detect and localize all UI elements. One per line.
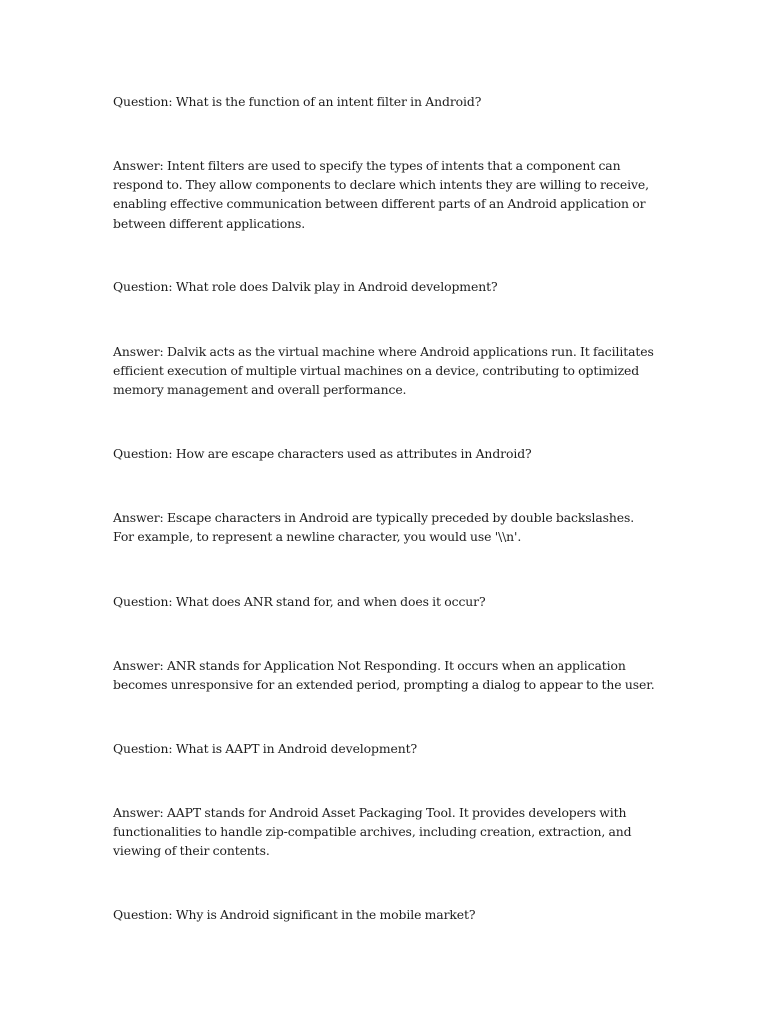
answer-aapt: Answer: AAPT stands for Android Asset Packaging Tool. It provides developers with functionalities to handle zip-compatible archives, including creation, extraction, and viewing of their contents.: [113, 805, 632, 859]
question-anr: Question: What does ANR stand for, and when does it occur?: [113, 594, 486, 609]
question-dalvik: Question: What role does Dalvik play in Android development?: [113, 279, 498, 294]
answer-anr: Answer: ANR stands for Application Not Responding. It occurs when an application becomes unresponsive for an extended period, prompting a dialog to appear to the user.: [113, 658, 655, 693]
question-aapt: Question: What is AAPT in Android development?: [113, 741, 418, 756]
answer-intent-filter: Answer: Intent filters are used to specify the types of intents that a component can respond to. They allow components to declare which intents they are willing to receive, enabling effective communication between different parts of an Android application or between different applications.: [113, 158, 650, 231]
question-android-significance: Question: Why is Android significant in the mobile market?: [113, 907, 476, 922]
answer-dalvik: Answer: Dalvik acts as the virtual machine where Android applications run. It facilitates efficient execution of multiple virtual machines on a device, contributing to optimized memory management and overall performance.: [113, 344, 654, 398]
question-intent-filter: Question: What is the function of an intent filter in Android?: [113, 94, 482, 109]
answer-escape-characters: Answer: Escape characters in Android are typically preceded by double backslashes. For example, to represent a newline character, you would use '\\n'.: [113, 510, 635, 545]
question-escape-characters: Question: How are escape characters used as attributes in Android?: [113, 446, 532, 461]
